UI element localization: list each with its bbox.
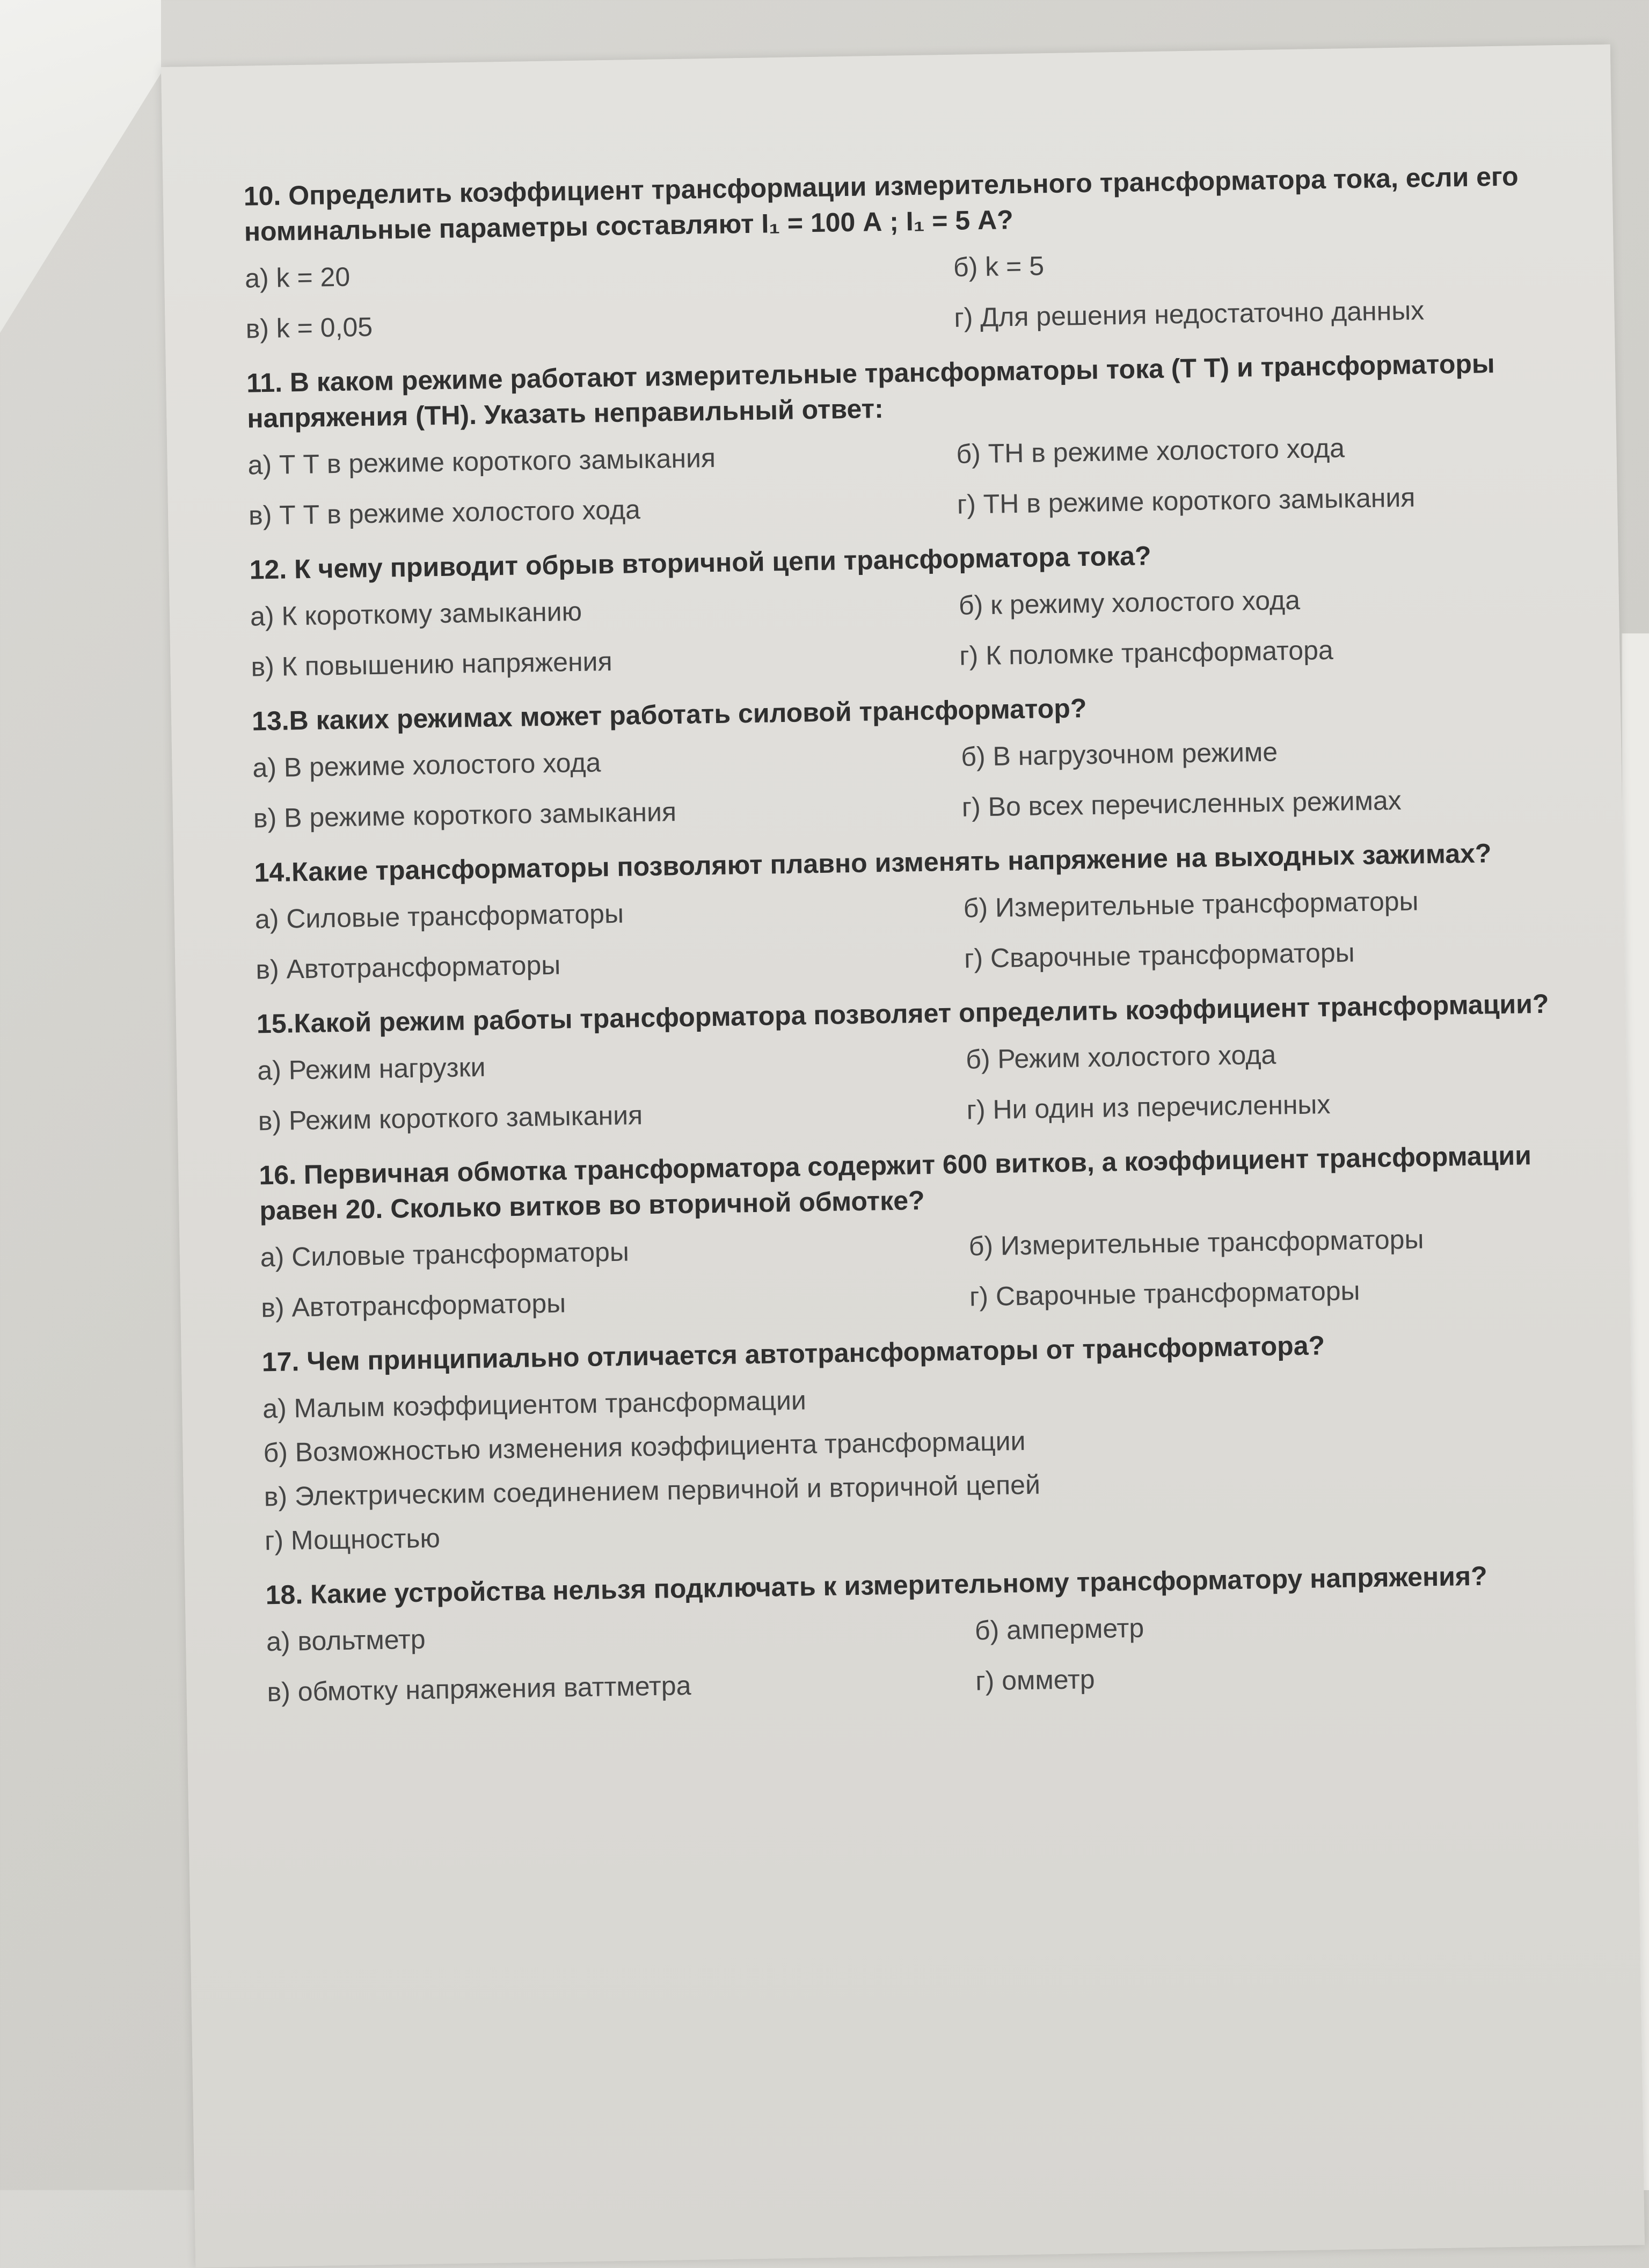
- options-15: [257, 1032, 1573, 1139]
- option-a: а) k = 20: [244, 261, 351, 294]
- option-b: б) k = 5: [953, 251, 1045, 282]
- question-16: 16. Первичная обмотка трансформатора содержит 600 витков, а коэффициент трансформации равен 20. Сколько витков во вторичной обмотке?: [259, 1140, 1532, 1226]
- option-a: а) Т Т в режиме короткого замыкания: [247, 442, 716, 480]
- option-a: а) В режиме холостого хода: [252, 747, 601, 783]
- option-a: а) Режим нагрузки: [257, 1052, 486, 1086]
- question-11: 11. В каком режиме работают измерительные трансформаторы тока (Т Т) и трансформаторы напряжения (ТН). Указать неправильный ответ:: [246, 348, 1495, 434]
- question-13: 13.В каких режимах может работать силовой трансформатор?: [251, 693, 1087, 736]
- option-b: б) В нагрузочном режиме: [960, 736, 1278, 772]
- option-a: а) Малым коэффициентом трансформации: [262, 1385, 807, 1424]
- option-b: б) Измерительные трансформаторы: [963, 886, 1419, 923]
- question-14: 14.Какие трансформаторы позволяют плавно изменять напряжение на выходных зажимах?: [254, 838, 1492, 888]
- option-g: г) Ни один из перечисленных: [966, 1089, 1331, 1125]
- option-g: г) Сварочные трансформаторы: [964, 937, 1355, 974]
- option-v: в) Т Т в режиме холостого хода: [248, 494, 641, 531]
- option-v: в) Электрическим соединением первичной и вторичной цепей: [264, 1469, 1041, 1512]
- options-16: [260, 1219, 1576, 1326]
- option-b: б) амперметр: [974, 1613, 1144, 1646]
- option-b: б) Возможностью изменения коэффициента трансформации: [263, 1426, 1026, 1468]
- options-11: [247, 426, 1564, 534]
- option-g: г) Мощностью: [264, 1523, 441, 1556]
- option-g: г) омметр: [975, 1664, 1096, 1696]
- option-g: г) Сварочные трансформаторы: [969, 1275, 1360, 1312]
- option-a: а) Силовые трансформаторы: [254, 898, 624, 935]
- option-v: в) k = 0,05: [245, 311, 373, 344]
- test-sheet: [161, 45, 1645, 2268]
- options-18: [266, 1603, 1582, 1710]
- question-18: 18. Какие устройства нельзя подключать к измерительному трансформатору напряжения?: [265, 1560, 1488, 1610]
- question-10: 10. Определить коэффициент трансформации измерительного трансформатора тока, если его номинальные параметры составляют I₁ = 100 А ; I₁ = 5 А?: [243, 161, 1519, 247]
- option-v: в) К повышению напряжения: [251, 646, 612, 682]
- adjacent-sheet: [0, 0, 161, 333]
- option-g: г) ТН в режиме короткого замыкания: [957, 482, 1415, 520]
- option-v: в) В режиме короткого замыкания: [253, 797, 677, 834]
- question-17: 17. Чем принципиально отличается автотрансформаторы от трансформатора?: [261, 1330, 1325, 1377]
- option-b: б) ТН в режиме холостого хода: [956, 433, 1345, 469]
- options-12: [250, 578, 1566, 685]
- option-v: в) Автотрансформаторы: [260, 1288, 566, 1323]
- options-13: [252, 729, 1568, 836]
- option-v: в) обмотку напряжения ваттметра: [267, 1670, 691, 1708]
- option-g: г) К поломке трансформатора: [959, 635, 1334, 671]
- options-14: [254, 880, 1571, 988]
- option-v: в) Автотрансформаторы: [255, 950, 561, 985]
- option-a: а) К короткому замыканию: [250, 596, 582, 632]
- option-a: а) вольтметр: [266, 1624, 426, 1657]
- options-10: [245, 239, 1561, 347]
- options-17: [262, 1370, 1580, 1559]
- option-b: б) к режиму холостого хода: [958, 585, 1301, 621]
- option-b: б) Режим холостого хода: [965, 1039, 1276, 1075]
- option-b: б) Измерительные трансформаторы: [968, 1224, 1424, 1261]
- option-g: г) Для решения недостаточно данных: [954, 295, 1425, 333]
- question-12: 12. К чему приводит обрыв вторичной цепи трансформатора тока?: [249, 541, 1151, 585]
- option-v: в) Режим короткого замыкания: [258, 1100, 643, 1136]
- option-g: г) Во всех перечисленных режимах: [961, 785, 1402, 822]
- option-a: а) Силовые трансформаторы: [260, 1236, 630, 1273]
- question-15: 15.Какой режим работы трансформатора позволяет определить коэффициент трансформации?: [256, 988, 1549, 1039]
- questions-list: [243, 158, 1582, 1729]
